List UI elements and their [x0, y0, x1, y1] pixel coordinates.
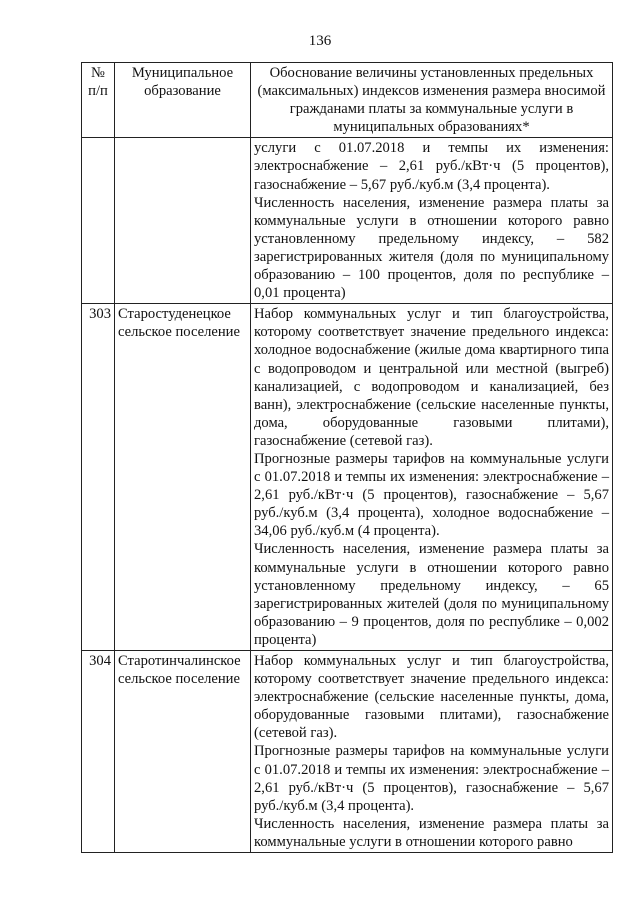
index-justification-table	[81, 62, 613, 853]
table-row	[82, 651, 613, 853]
header-number: № п/п	[82, 63, 115, 138]
row-municipality	[115, 138, 251, 304]
table-row	[82, 304, 613, 651]
table-header-row	[82, 63, 613, 138]
page-number: 136	[308, 33, 332, 49]
justification-paragraph: Набор коммунальных услуг и тип благоустройства, которому соответствует значение предельного индекса: электроснабжение (сельские населенные пункты, дома, оборудованные газовыми плитами), газоснабжение (сетевой газ).	[254, 653, 609, 742]
justification-paragraph: Численность населения, изменение размера платы за коммунальные услуги в отношении которого равно	[254, 815, 609, 850]
row-municipality: Старостуденецкое сельское поселение	[115, 304, 251, 651]
justification-paragraph: Численность населения, изменение размера платы за коммунальные услуги в отношении которого равно установленному предельному индексу, – 582 зарегистрированных жителя (доля по муниципальному образованию – 100 процентов, доля по республике – 0,01 процента)	[254, 194, 609, 302]
header-municipality: Муниципальное образование	[115, 63, 251, 138]
justification-paragraph: Набор коммунальных услуг и тип благоустройства, которому соответствует значение предельного индекса: холодное водоснабжение (жилые дома квартирного типа с водопроводом и центральной или местной (выгреб) канализацией, с водопроводом и канализацией, без ванн), электроснабжение (сельские населенные пункты, дома, оборудованные газовыми плитами), газоснабжение (сетевой газ).	[254, 306, 609, 449]
table-row	[82, 138, 613, 304]
justification-paragraph: Численность населения, изменение размера платы за коммунальные услуги в отношении которого равно установленному предельному индексу, – 65 зарегистрированных жителей (доля по муниципальному образованию – 9 процентов, доля по республике – 0,002 процента)	[254, 541, 609, 648]
row-justification	[251, 138, 613, 304]
justification-paragraph: Прогнозные размеры тарифов на коммунальные услуги с 01.07.2018 и темпы их изменения: электроснабжение – 2,61 руб./кВт·ч (5 процентов), газоснабжение – 5,67 руб./куб.м (3,4 процента).	[254, 743, 609, 814]
row-justification	[251, 651, 613, 853]
row-municipality: Старотинчалинское сельское поселение	[115, 651, 251, 853]
row-justification	[251, 304, 613, 651]
justification-paragraph: Прогнозные размеры тарифов на коммунальные услуги с 01.07.2018 и темпы их изменения: электроснабжение – 2,61 руб./кВт·ч (5 процентов), газоснабжение – 5,67 руб./куб.м (3,4 процента), холодное водоснабжение – 34,06 руб./куб.м (4 процента).	[254, 450, 609, 540]
header-justification: Обоснование величины установленных предельных (максимальных) индексов изменения размера вносимой гражданами платы за коммунальные услуги в муниципальных образованиях*	[251, 63, 613, 138]
row-number: 304	[82, 651, 115, 853]
row-number: 303	[82, 304, 115, 651]
row-number	[82, 138, 115, 304]
justification-paragraph: услуги с 01.07.2018 и темпы их изменения: электроснабжение – 2,61 руб./кВт·ч (5 процентов), газоснабжение – 5,67 руб./куб.м (3,4 процента).	[254, 140, 609, 193]
